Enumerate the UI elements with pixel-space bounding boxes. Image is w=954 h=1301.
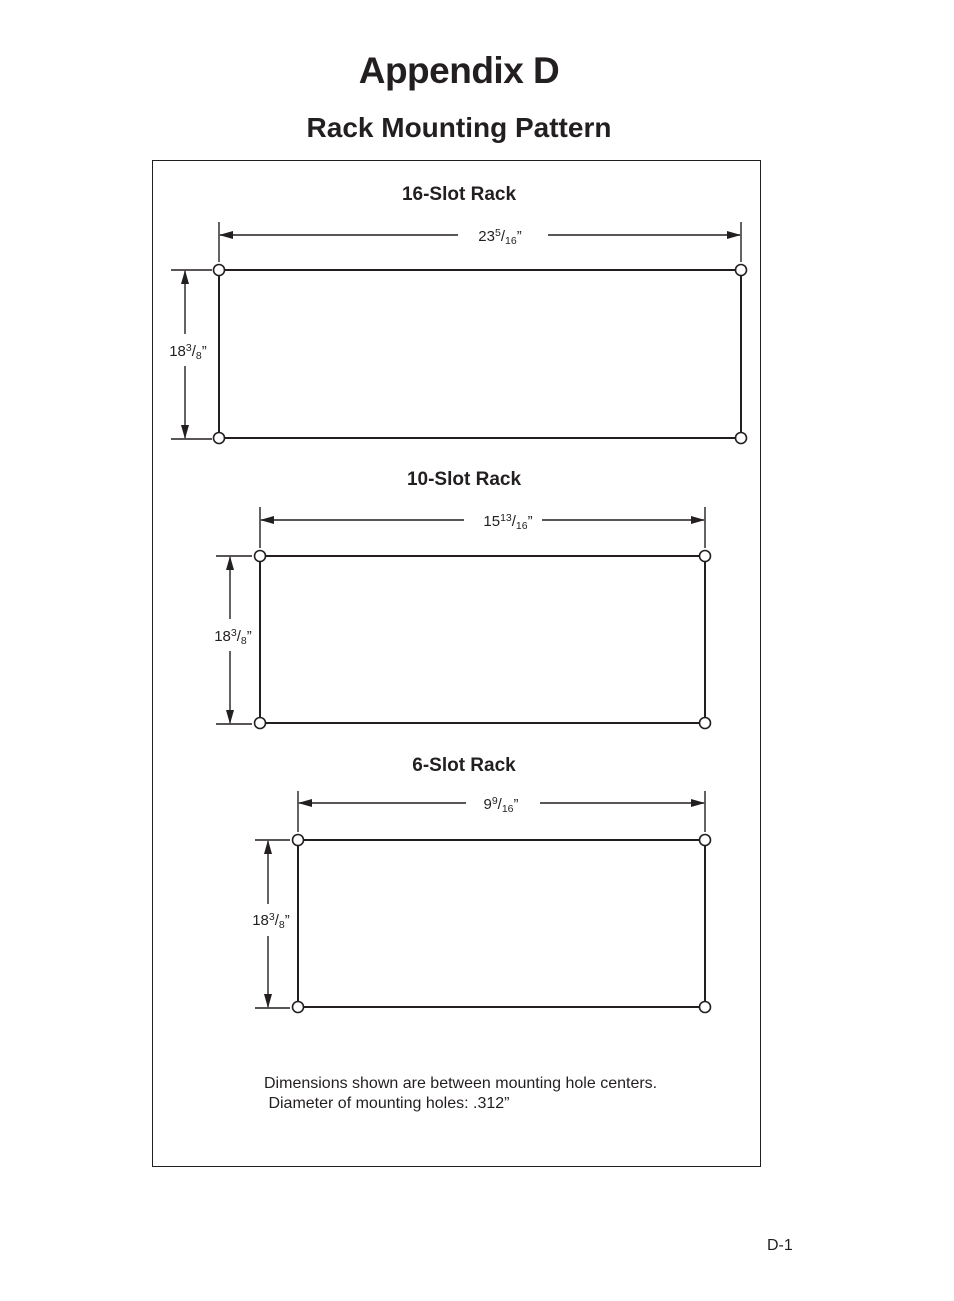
mounting-hole-icon xyxy=(214,265,225,276)
rack-6-mounting-outline xyxy=(298,840,705,1007)
rack-16-slot-title: 16-Slot Rack xyxy=(401,184,517,205)
mounting-hole-icon xyxy=(255,718,266,729)
dimension-note-line-1: Dimensions shown are between mounting hole centers. xyxy=(264,1075,658,1092)
page-title: Appendix D xyxy=(358,50,560,91)
rack-10-mounting-outline xyxy=(260,556,705,723)
mounting-hole-icon xyxy=(293,1002,304,1013)
mounting-hole-icon xyxy=(293,835,304,846)
rack-6-width-label: $9^9/_{16}$” xyxy=(483,795,519,815)
mounting-hole-icon xyxy=(736,265,747,276)
page-number: D-1 xyxy=(767,1237,793,1254)
rack-16-height-label: $18^3/_8$” xyxy=(169,342,207,362)
mounting-hole-icon xyxy=(736,433,747,444)
rack-10-slot xyxy=(214,469,710,729)
rack-10-width-label: $15^{13}/_{16}$” xyxy=(483,512,533,532)
dimension-note-line-2: Diameter of mounting holes: .312” xyxy=(264,1095,510,1112)
rack-6-height-label: $18^3/_8$” xyxy=(252,911,290,931)
rack-16-slot xyxy=(169,184,746,444)
page-subtitle: Rack Mounting Pattern xyxy=(306,112,612,143)
dimension-note xyxy=(264,1074,657,1114)
mounting-hole-icon xyxy=(700,718,711,729)
rack-6-slot-title: 6-Slot Rack xyxy=(412,755,516,776)
rack-16-mounting-outline xyxy=(219,270,741,438)
rack-10-height-label: $18^3/_8$” xyxy=(214,627,252,647)
mounting-hole-icon xyxy=(255,551,266,562)
mounting-hole-icon xyxy=(700,1002,711,1013)
rack-6-slot xyxy=(252,755,710,1013)
mounting-hole-icon xyxy=(700,835,711,846)
mounting-hole-icon xyxy=(700,551,711,562)
mounting-hole-icon xyxy=(214,433,225,444)
rack-16-width-label: $23^5/_{16}$” xyxy=(478,227,522,247)
rack-10-slot-title: 10-Slot Rack xyxy=(406,469,522,490)
